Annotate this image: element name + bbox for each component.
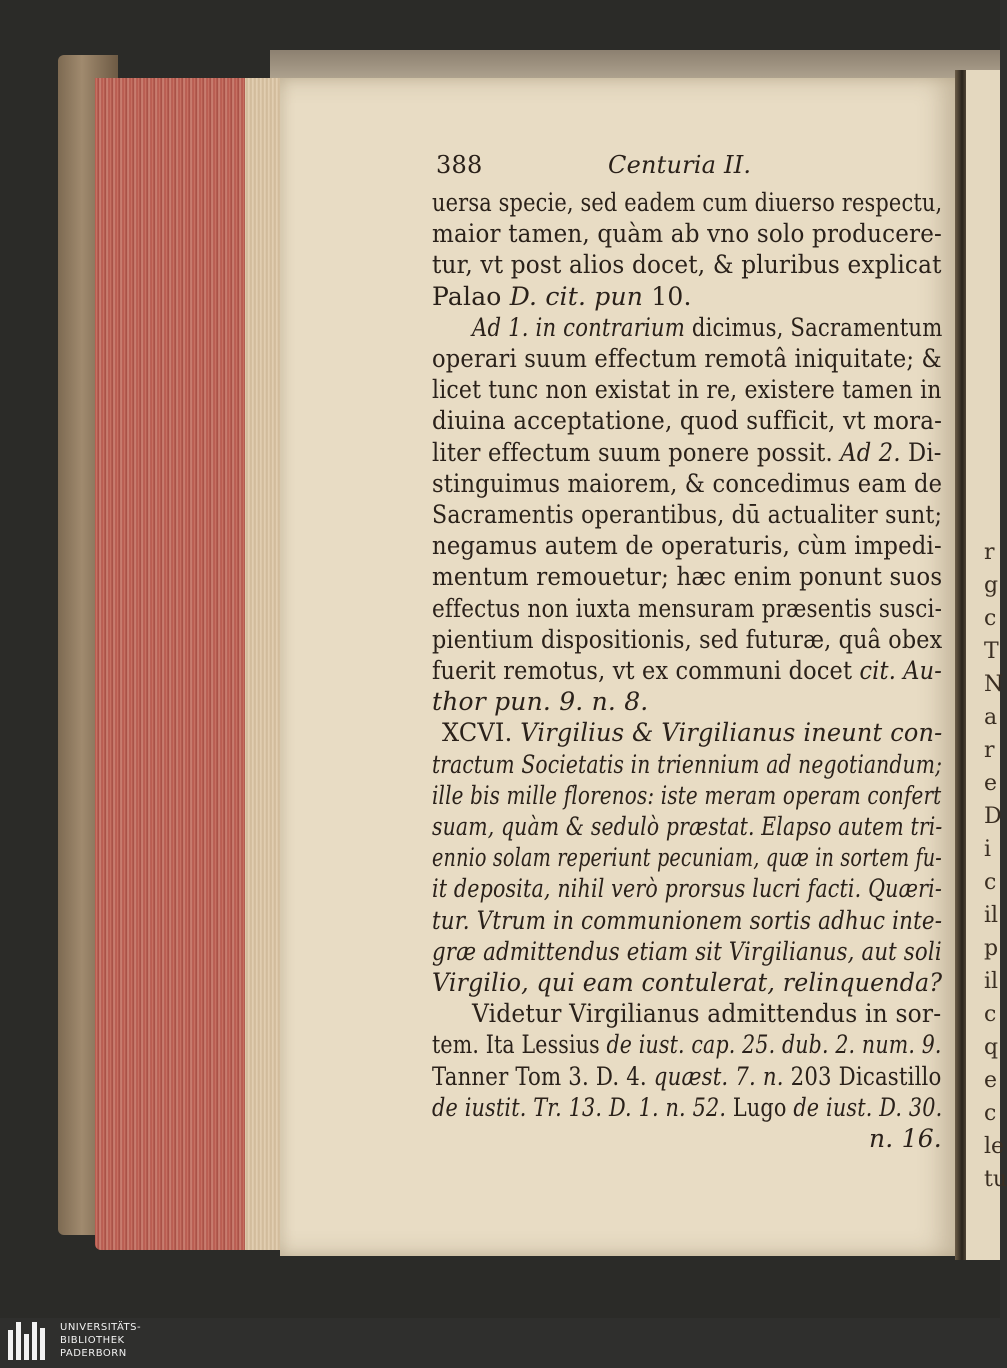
facing-page-letter: T <box>984 639 999 664</box>
library-logo-icon <box>8 1322 54 1364</box>
italic-text: cit. Au- <box>859 656 943 685</box>
facing-page-letter: tu <box>984 1167 1007 1192</box>
roman-text: 10. <box>651 281 692 311</box>
roman-text: licet tunc non existat in re, existere tamen in <box>432 375 942 405</box>
roman-text: pientium dispositionis, sed futuræ, quâ obex <box>432 624 943 654</box>
facing-page-letter: il <box>984 903 999 928</box>
facing-page-letter: q <box>984 1035 999 1060</box>
text-line <box>432 282 692 312</box>
text-line <box>432 781 941 811</box>
text-line <box>432 1062 942 1092</box>
text-line <box>432 750 942 780</box>
text-line <box>432 937 942 967</box>
library-footer <box>0 1318 1000 1368</box>
facing-page-letter: r <box>984 738 995 763</box>
roman-text: mentum remouetur; hæc enim ponunt suos <box>432 562 943 592</box>
text-line <box>432 469 942 499</box>
italic-text: ennio solam reperiunt pecuniam, quæ in sortem fu- <box>432 843 942 873</box>
roman-text: Videtur Virgilianus admittendus in sor- <box>472 999 942 1029</box>
roman-text: 203 Dicastillo <box>783 1061 942 1091</box>
italic-text: n. 16. <box>869 1124 942 1153</box>
italic-text: de iustit. Tr. 13. D. 1. n. 52. <box>432 1092 727 1122</box>
text-line <box>432 531 942 561</box>
text-line <box>432 906 942 936</box>
roman-text: stinguimus maiorem, & concedimus eam de <box>432 468 943 498</box>
italic-text: quæst. 7. n. <box>653 1061 784 1091</box>
text-line <box>432 625 942 655</box>
text-line <box>432 562 942 592</box>
page-number: 388 <box>436 151 483 179</box>
text-line <box>432 1030 942 1060</box>
text-line <box>432 344 942 374</box>
facing-page-letter: D <box>984 804 1002 829</box>
facing-page-letter: e <box>984 771 998 796</box>
text-line <box>432 812 942 842</box>
facing-page-letter: il <box>984 969 999 994</box>
facing-page-letter: i <box>984 837 992 862</box>
facing-page-letter: c <box>984 1101 997 1126</box>
italic-text: thor pun. 9. n. 8. <box>432 687 649 717</box>
roman-text: Di- <box>900 437 942 467</box>
text-line <box>472 313 942 343</box>
italic-text: it deposita, nihil verò prorsus lucri facti. Quæri- <box>432 874 943 904</box>
roman-text: liter effectum suum ponere possit. <box>432 437 841 467</box>
roman-text: effectus non iuxta mensuram præsentis susci- <box>432 593 943 623</box>
text-line <box>432 656 942 686</box>
text-line <box>432 188 942 218</box>
text-line <box>432 375 942 405</box>
italic-text: ille bis mille florenos: iste meram operam confert <box>432 780 942 810</box>
facing-page-letter: c <box>984 870 997 895</box>
text-line <box>432 874 942 904</box>
text-line <box>472 999 941 1029</box>
text-line <box>442 718 942 748</box>
roman-text: tur, vt post alios docet, & pluribus explicat <box>432 250 942 280</box>
text-line <box>432 968 942 998</box>
roman-text: Tanner Tom 3. D. 4. <box>432 1061 654 1091</box>
roman-text: Sacramentis operantibus, dū actualiter sunt; <box>432 500 943 529</box>
library-name-line1: UNIVERSITÄTS- <box>60 1322 142 1333</box>
italic-text: de iust. cap. 25. dub. 2. num. 9. <box>606 1030 942 1060</box>
facing-page-letter: p <box>984 936 999 961</box>
italic-text: de iust. D. 30. <box>793 1092 943 1122</box>
text-line <box>432 1093 942 1123</box>
italic-text: Virgilius & Virgilianus ineunt con- <box>520 718 943 748</box>
facing-page-letter: g <box>984 573 999 598</box>
facing-page-letter: e <box>984 1068 998 1093</box>
roman-text: maior tamen, quàm ab vno solo producere- <box>432 219 942 249</box>
library-name-line2: BIBLIOTHEK <box>60 1335 125 1346</box>
roman-text: tem. Ita Lessius <box>432 1030 607 1060</box>
text-line <box>432 406 942 436</box>
roman-text: diuina acceptatione, quod sufficit, vt mora- <box>432 406 943 436</box>
italic-text: græ admittendus etiam sit Virgilianus, aut soli <box>432 936 942 966</box>
roman-text: fuerit remotus, vt ex communi docet <box>432 656 860 685</box>
italic-text: Virgilio, qui eam contulerat, relinquenda? <box>432 968 943 997</box>
library-name-line3: PADERBORN <box>60 1348 127 1359</box>
text-line <box>432 843 942 873</box>
facing-page-letter: le <box>984 1134 1005 1159</box>
roman-text: XCVI. <box>442 718 521 748</box>
italic-text: tur. Vtrum in communionem sortis adhuc inte- <box>432 905 943 935</box>
roman-text: operari suum effectum remotâ iniquitate; & <box>432 344 942 373</box>
italic-text: Ad 2. <box>840 437 901 467</box>
roman-text: dicimus, Sacramentum <box>691 312 943 342</box>
text-line <box>869 1124 942 1154</box>
roman-text: Lugo <box>726 1092 794 1122</box>
text-line <box>432 219 942 249</box>
italic-text: D. cit. pun <box>509 281 652 311</box>
roman-text: negamus autem de operaturis, cùm impedi- <box>432 531 942 561</box>
text-line <box>432 500 942 530</box>
text-line <box>432 687 648 717</box>
text-line <box>432 594 942 624</box>
roman-text: uersa specie, sed eadem cum diuerso respectu, <box>432 188 943 217</box>
italic-text: Ad 1. in contrarium <box>472 312 692 342</box>
running-title: Centuria II. <box>608 151 752 179</box>
text-line <box>432 438 942 468</box>
text-line <box>432 250 942 280</box>
facing-page-letter: r <box>984 540 995 565</box>
facing-page-letter: N <box>984 672 1004 697</box>
facing-page-letter: c <box>984 1002 997 1027</box>
italic-text: suam, quàm & sedulò præstat. Elapso autem tri- <box>432 812 943 841</box>
facing-page-letter: c <box>984 606 997 631</box>
facing-page-letter: a <box>984 705 998 730</box>
roman-text: Palao <box>432 281 510 311</box>
italic-text: tractum Societatis in triennium ad negotiandum; <box>432 749 943 779</box>
